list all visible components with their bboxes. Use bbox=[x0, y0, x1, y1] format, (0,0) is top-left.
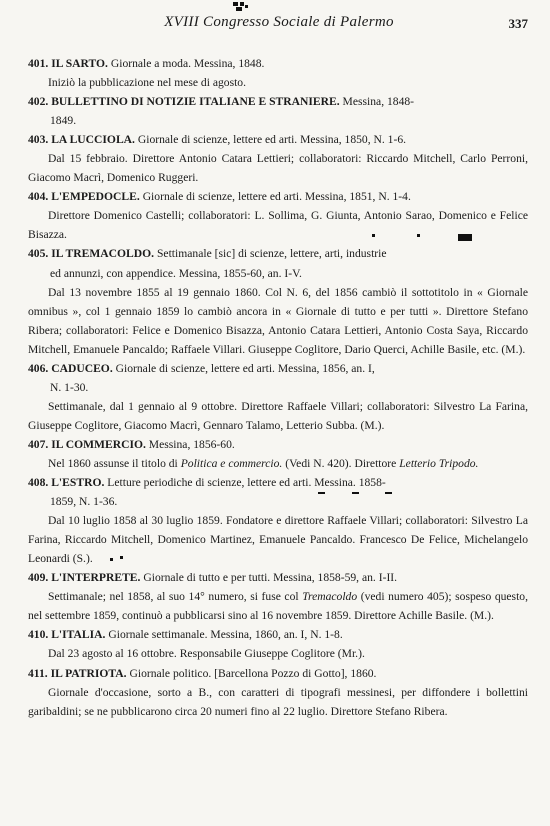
notes-text: Nel 1860 assunse il titolo di bbox=[48, 456, 178, 470]
entry-number: 408. bbox=[28, 476, 49, 490]
entry-description: Giornale a moda. Messina, 1848. bbox=[110, 57, 265, 70]
notes-text: (vedi numero 405); sospeso questo, nel settembre 1859, continuò a pubblicarsi sino al 16 novembre 1859. Direttore Achille Basile. (M.). bbox=[28, 590, 528, 623]
entry-notes bbox=[28, 587, 528, 625]
entry-number: 407. bbox=[28, 437, 49, 451]
entry-number: 402. bbox=[28, 95, 49, 109]
entry-401 bbox=[28, 54, 528, 92]
entry-notes: Direttore Domenico Castelli; collaboratori: L. Sollima, G. Giunta, Antonio Sarao, Domenico e Felice Bisazza. bbox=[28, 209, 528, 242]
entry-title: L'EMPEDOCLE. bbox=[51, 190, 140, 204]
entry-description: Letture periodiche di scienze, lettere ed arti. Messina. 1858- bbox=[107, 476, 386, 490]
page-header bbox=[30, 14, 528, 36]
entry-description-continued: N. 1-30. bbox=[50, 380, 89, 394]
entry-description: Settimanale [sic] di scienze, lettere, arti, industrie bbox=[156, 247, 387, 261]
entry-410 bbox=[28, 625, 528, 663]
notes-italic-title: Politica e commercio. bbox=[180, 456, 283, 470]
entry-notes: Dal 23 agosto al 16 ottobre. Responsabile Giuseppe Coglitore (Mr.). bbox=[48, 647, 365, 661]
notes-text: Settimanale; nel 1858, al suo 14° numero, si fuse col bbox=[48, 590, 299, 604]
entry-405 bbox=[28, 244, 528, 358]
entry-notes bbox=[28, 454, 528, 473]
entry-404 bbox=[28, 187, 528, 244]
entry-number: 406. bbox=[28, 361, 49, 375]
entry-402 bbox=[28, 92, 528, 130]
entry-description-continued: 1859, N. 1-36. bbox=[50, 495, 118, 509]
notes-italic-name: Letterio Tripodo. bbox=[399, 456, 479, 470]
entry-number: 405. bbox=[28, 247, 49, 261]
entry-number: 411. bbox=[28, 666, 48, 680]
entry-403 bbox=[28, 130, 528, 187]
entry-description: Giornale politico. [Barcellona Pozzo di Gotto], 1860. bbox=[129, 666, 377, 680]
entry-number: 409. bbox=[28, 571, 49, 585]
notes-italic-title: Tremacoldo bbox=[302, 590, 358, 604]
entry-409 bbox=[28, 568, 528, 625]
entry-title: BULLETTINO DI NOTIZIE ITALIANE E STRANIERE. bbox=[51, 95, 340, 109]
entry-title: LA LUCCIOLA. bbox=[51, 133, 135, 147]
entry-title: L'INTERPRETE. bbox=[51, 571, 141, 585]
entry-notes: Dal 13 novembre 1855 al 19 gennaio 1860. Col N. 6, del 1856 cambiò il sottotitolo in « Giornale omnibus », col 1 gennaio 1859 lo cambiò ancora in « Giornale di tutto e per tutti ». Direttore Stefano Ribera; collaboratori: Felice e Domenico Bisazza, Antonio Catara Lettieri, Antonio Costa Saya, Riccardo Mitchell, Emanuele Pancaldo; Raffaele Villari. Giuseppe Coglitore, Dario Querci, Achille Basile, etc. (M.). bbox=[28, 285, 528, 356]
entry-title: L'ESTRO. bbox=[51, 476, 105, 490]
notes-text: (Vedi N. 420). Direttore bbox=[285, 456, 397, 470]
entry-title: IL COMMERCIO. bbox=[51, 437, 146, 451]
entry-description-continued: 1849. bbox=[50, 114, 77, 128]
entry-number: 410. bbox=[28, 628, 49, 642]
entry-description: Giornale settimanale. Messina, 1860, an. I, N. 1-8. bbox=[108, 628, 343, 642]
entry-411 bbox=[28, 664, 528, 721]
entry-number: 401. bbox=[28, 57, 49, 70]
entry-title: CADUCEO. bbox=[51, 361, 113, 375]
entry-description: Giornale di tutto e per tutti. Messina, 1858-59, an. I-II. bbox=[143, 571, 398, 585]
entry-title: L'ITALIA. bbox=[51, 628, 106, 642]
entry-406 bbox=[28, 359, 528, 435]
printer-mark bbox=[233, 2, 249, 12]
entry-notes: Dal 15 febbraio. Direttore Antonio Catara Lettieri; collaboratori: Riccardo Mitchell, Carlo Perroni, Giacomo Macrì, Domenico Ruggeri. bbox=[28, 152, 528, 185]
entry-notes: Settimanale, dal 1 gennaio al 9 ottobre. Direttore Raffaele Villari; collaboratori: Silvestro La Farina, Giuseppe Coglitore, Giacomo Macrì, Gennaro Talamo, Letterio Subba. (M.). bbox=[28, 399, 528, 432]
scan-speck bbox=[372, 234, 375, 237]
entry-408 bbox=[28, 473, 528, 568]
entry-number: 403. bbox=[28, 133, 49, 147]
entry-notes: Dal 10 luglio 1858 al 30 luglio 1859. Fondatore e direttore Raffaele Villari; collaboratori: Silvestro La Farina, Riccardo Mitchell, Domenico Martinez, Emanuele Pancaldo. Francesco De Felice, Michelangelo Leonardi (S.). bbox=[28, 514, 528, 566]
scan-speck bbox=[110, 558, 113, 561]
entry-notes: Iniziò la pubblicazione nel mese di agosto. bbox=[48, 76, 246, 90]
entry-notes: Giornale d'occasione, sorto a B., con caratteri di tipografi messinesi, per diffondere i bollettini garibaldini; se ne pubblicarono circa 20 numeri fino al 22 luglio. Direttore Stefano Ribera. bbox=[28, 685, 528, 718]
scan-speck bbox=[385, 492, 392, 494]
entry-description-continued: ed annunzi, con appendice. Messina, 1855-60, an. I-V. bbox=[50, 266, 302, 280]
entry-description: Messina, 1848- bbox=[342, 95, 415, 109]
scan-speck bbox=[120, 556, 123, 559]
entry-description: Giornale di scienze, lettere ed arti. Messina, 1856, an. I, bbox=[115, 361, 375, 375]
entry-title: IL PATRIOTA. bbox=[50, 666, 127, 680]
entry-407 bbox=[28, 435, 528, 473]
entry-number: 404. bbox=[28, 190, 49, 204]
page-number: 337 bbox=[508, 16, 528, 31]
entry-description: Giornale di scienze, lettere ed arti. Messina, 1851, N. 1-4. bbox=[142, 190, 411, 204]
scan-speck bbox=[458, 234, 472, 241]
entries-list bbox=[28, 54, 528, 721]
entry-title: IL TREMACOLDO. bbox=[51, 247, 155, 261]
entry-description: Giornale di scienze, lettere ed arti. Messina, 1850, N. 1-6. bbox=[137, 133, 407, 147]
entry-title: IL SARTO. bbox=[51, 57, 108, 70]
running-title: XVIII Congresso Sociale di Palermo bbox=[164, 14, 394, 30]
scan-speck bbox=[318, 492, 325, 494]
scan-speck bbox=[417, 234, 420, 237]
scan-speck bbox=[352, 492, 359, 494]
entry-description: Messina, 1856-60. bbox=[148, 437, 235, 451]
